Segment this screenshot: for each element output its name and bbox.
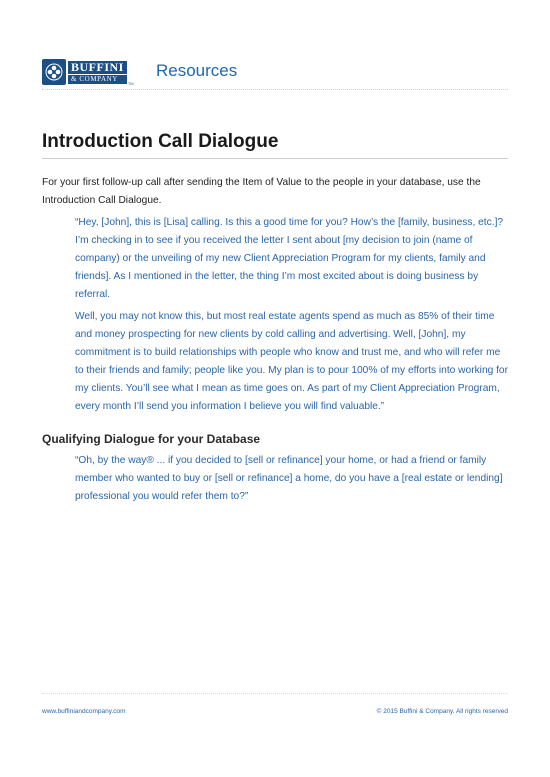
footer-website-link[interactable]: www.buffiniandcompany.com — [42, 708, 126, 715]
buffini-logo — [42, 57, 134, 87]
title-divider — [42, 158, 508, 159]
section-label: Resources — [156, 61, 238, 80]
dialogue-paragraph: “Hey, [John], this is [Lisa] calling. Is this a good time for you? How’s the [family, business, etc.]? I’m checking in to see if you received the letter I sent about [my decision to join (name of company) or the unveiling of my new Client Appreciation Program for my clients, family and friends]. As I mentioned in the letter, the thing I’m most excited about is doing business by referral. — [75, 217, 504, 300]
footer-divider — [42, 693, 508, 694]
qualifying-heading: Qualifying Dialogue for your Database — [42, 432, 261, 446]
page-title: Introduction Call Dialogue — [42, 131, 279, 152]
footer-copyright: © 2015 Buffini & Company. All rights reserved — [376, 708, 508, 715]
logo-wordmark — [68, 61, 127, 84]
document-body — [42, 174, 508, 506]
header-divider — [42, 89, 508, 90]
intro-paragraph: For your first follow-up call after sending the Item of Value to the people in your database, use the Introduction Call Dialogue. — [42, 177, 481, 206]
flower-emblem-icon — [42, 59, 66, 85]
page-header — [42, 55, 508, 91]
trademark-mark: TM — [127, 81, 134, 86]
dialogue-paragraph: Well, you may not know this, but most real estate agents spend as much as 85% of their time and money prospecting for new clients by cold calling and advertising. Well, [John], my commitment is to build relationships with people who know and trust me, and who will refer me to their friends and family; people like you. My plan is to pour 100% of my efforts into working for my clients. You’ll see what I mean as time goes on. As part of my Client Appreciation Program, every month I’ll send you information I believe you will find valuable.” — [75, 311, 508, 412]
logo-company: & COMPANY — [68, 75, 127, 84]
qualifying-paragraph: “Oh, by the way® ... if you decided to [sell or refinance] your home, or had a friend or family member who wanted to buy or [sell or refinance] a home, do you have a [real estate or lending] professional you would refer them to?” — [75, 455, 503, 502]
logo-name: BUFFINI — [68, 61, 127, 74]
